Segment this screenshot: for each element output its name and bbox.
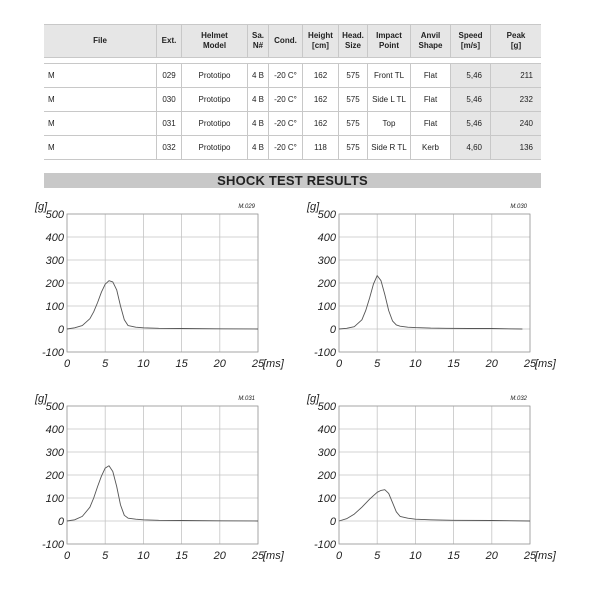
acceleration-series-line <box>339 490 530 521</box>
x-tick-label: 15 <box>447 358 460 370</box>
cell-speed: 5,46 <box>451 112 491 135</box>
x-tick-label: 0 <box>63 358 71 370</box>
y-tick-label: 300 <box>317 255 336 267</box>
y-tick-label: 100 <box>317 493 336 505</box>
header-head-size: Head. Size <box>339 25 368 57</box>
cell-sample: 4 B <box>248 64 269 87</box>
cell-peak: 211 <box>491 64 541 87</box>
x-tick-label: 15 <box>175 358 188 370</box>
cell-anvil-shape: Flat <box>411 88 451 111</box>
y-tick-label: -100 <box>313 347 336 359</box>
cell-condition: -20 C° <box>269 64 303 87</box>
header-anvil-shape: Anvil Shape <box>411 25 451 57</box>
x-tick-label: 5 <box>102 358 109 370</box>
x-tick-label: 5 <box>102 550 109 562</box>
shock-chart-m029 <box>30 192 330 387</box>
cell-helmet-model: Prototipo <box>182 64 248 87</box>
y-axis-label: [g] <box>307 393 320 405</box>
cell-helmet-model: Prototipo <box>182 136 248 159</box>
x-tick-label: 20 <box>213 358 226 370</box>
cell-ext: 030 <box>157 88 182 111</box>
y-tick-label: 100 <box>317 301 336 313</box>
header-helmet-model: Helmet Model <box>182 25 248 57</box>
cell-peak: 232 <box>491 88 541 111</box>
cell-head-size: 575 <box>339 88 368 111</box>
cell-peak: 240 <box>491 112 541 135</box>
cell-anvil-shape: Flat <box>411 112 451 135</box>
y-axis-label: [g] <box>307 201 320 213</box>
y-tick-label: 400 <box>45 424 64 436</box>
acceleration-series-line <box>67 466 258 521</box>
chart-svg <box>302 384 600 579</box>
x-tick-label: 25 <box>251 550 265 562</box>
x-tick-label: 25 <box>251 358 265 370</box>
results-table <box>44 24 541 160</box>
x-tick-label: 5 <box>374 358 381 370</box>
header-peak: Peak [g] <box>506 31 526 50</box>
y-tick-label: 200 <box>317 278 336 290</box>
cell-helmet-model: Prototipo <box>182 112 248 135</box>
chart-file-tag: M.031 <box>238 396 255 402</box>
chart-file-tag: M.029 <box>238 204 255 210</box>
cell-condition: -20 C° <box>269 112 303 135</box>
y-tick-label: 400 <box>317 232 336 244</box>
shock-chart-m032 <box>302 384 600 579</box>
y-tick-label: 0 <box>57 516 64 528</box>
acceleration-series-line <box>67 281 258 329</box>
y-tick-label: 0 <box>329 324 336 336</box>
header-file: File <box>44 25 157 57</box>
y-axis-label: [g] <box>35 393 48 405</box>
y-tick-label: 300 <box>45 447 64 459</box>
cell-ext: 032 <box>157 136 182 159</box>
cell-height: 118 <box>303 136 339 159</box>
cell-height: 162 <box>303 112 339 135</box>
y-tick-label: 100 <box>45 493 64 505</box>
cell-speed: 5,46 <box>451 64 491 87</box>
x-tick-label: 20 <box>485 550 498 562</box>
cell-head-size: 575 <box>339 136 368 159</box>
x-tick-label: 0 <box>335 550 343 562</box>
y-axis-label: [g] <box>35 201 48 213</box>
table-row <box>44 136 541 160</box>
x-tick-label: 25 <box>523 358 537 370</box>
y-tick-label: 100 <box>45 301 64 313</box>
cell-file: M <box>44 88 157 111</box>
header-height: Height [cm] <box>303 25 339 57</box>
y-tick-label: 500 <box>45 209 64 221</box>
x-axis-label: [ms] <box>263 550 284 562</box>
cell-ext: 029 <box>157 64 182 87</box>
cell-anvil-shape: Flat <box>411 64 451 87</box>
cell-height: 162 <box>303 64 339 87</box>
cell-condition: -20 C° <box>269 88 303 111</box>
cell-impact-point: Top <box>368 112 411 135</box>
y-tick-label: 200 <box>317 470 336 482</box>
cell-speed: 5,46 <box>451 88 491 111</box>
cell-ext: 031 <box>157 112 182 135</box>
y-tick-label: 500 <box>45 401 64 413</box>
cell-file: M <box>44 112 157 135</box>
x-axis-label: [ms] <box>535 358 556 370</box>
table-row <box>44 64 541 88</box>
chart-file-tag: M.030 <box>510 204 527 210</box>
x-tick-label: 0 <box>63 550 71 562</box>
y-tick-label: 400 <box>317 424 336 436</box>
header-ext: Ext. <box>157 25 182 57</box>
y-tick-label: 300 <box>317 447 336 459</box>
cell-sample: 4 B <box>248 88 269 111</box>
x-tick-label: 10 <box>137 358 150 370</box>
y-tick-label: 300 <box>45 255 64 267</box>
x-tick-label: 20 <box>213 550 226 562</box>
acceleration-series-line <box>339 276 522 329</box>
y-tick-label: 0 <box>329 516 336 528</box>
header-impact-point: Impact Point <box>368 25 411 57</box>
y-tick-label: 500 <box>317 209 336 221</box>
cell-speed: 4,60 <box>451 136 491 159</box>
chart-svg <box>302 192 600 387</box>
y-tick-label: 200 <box>45 470 64 482</box>
x-axis-label: [ms] <box>263 358 284 370</box>
cell-sample: 4 B <box>248 112 269 135</box>
chart-file-tag: M.032 <box>510 396 527 402</box>
shock-chart-m031 <box>30 384 330 579</box>
table-row <box>44 112 541 136</box>
y-tick-label: 400 <box>45 232 64 244</box>
x-axis-label: [ms] <box>535 550 556 562</box>
cell-height: 162 <box>303 88 339 111</box>
x-tick-label: 0 <box>335 358 343 370</box>
y-tick-label: -100 <box>41 347 64 359</box>
cell-peak: 136 <box>491 136 541 159</box>
cell-condition: -20 C° <box>269 136 303 159</box>
cell-file: M <box>44 64 157 87</box>
table-header-row <box>44 24 541 58</box>
x-tick-label: 20 <box>485 358 498 370</box>
cell-impact-point: Side L TL <box>368 88 411 111</box>
x-tick-label: 10 <box>409 550 422 562</box>
cell-impact-point: Side R TL <box>368 136 411 159</box>
x-tick-label: 10 <box>137 550 150 562</box>
cell-anvil-shape: Kerb <box>411 136 451 159</box>
y-tick-label: 500 <box>317 401 336 413</box>
y-tick-label: -100 <box>313 539 336 551</box>
x-tick-label: 5 <box>374 550 381 562</box>
header-condition: Cond. <box>269 25 303 57</box>
y-tick-label: -100 <box>41 539 64 551</box>
cell-impact-point: Front TL <box>368 64 411 87</box>
x-tick-label: 15 <box>175 550 188 562</box>
x-tick-label: 15 <box>447 550 460 562</box>
table-row <box>44 88 541 112</box>
cell-head-size: 575 <box>339 64 368 87</box>
header-speed: Speed [m/s] <box>451 25 491 57</box>
header-sample-number: Sa. N# <box>248 25 269 57</box>
cell-sample: 4 B <box>248 136 269 159</box>
cell-head-size: 575 <box>339 112 368 135</box>
chart-svg <box>30 192 330 387</box>
cell-file: M <box>44 136 157 159</box>
cell-helmet-model: Prototipo <box>182 88 248 111</box>
y-tick-label: 0 <box>57 324 64 336</box>
x-tick-label: 25 <box>523 550 537 562</box>
x-tick-label: 10 <box>409 358 422 370</box>
section-title: SHOCK TEST RESULTS <box>44 173 541 188</box>
chart-svg <box>30 384 330 579</box>
y-tick-label: 200 <box>45 278 64 290</box>
shock-chart-m030 <box>302 192 600 387</box>
